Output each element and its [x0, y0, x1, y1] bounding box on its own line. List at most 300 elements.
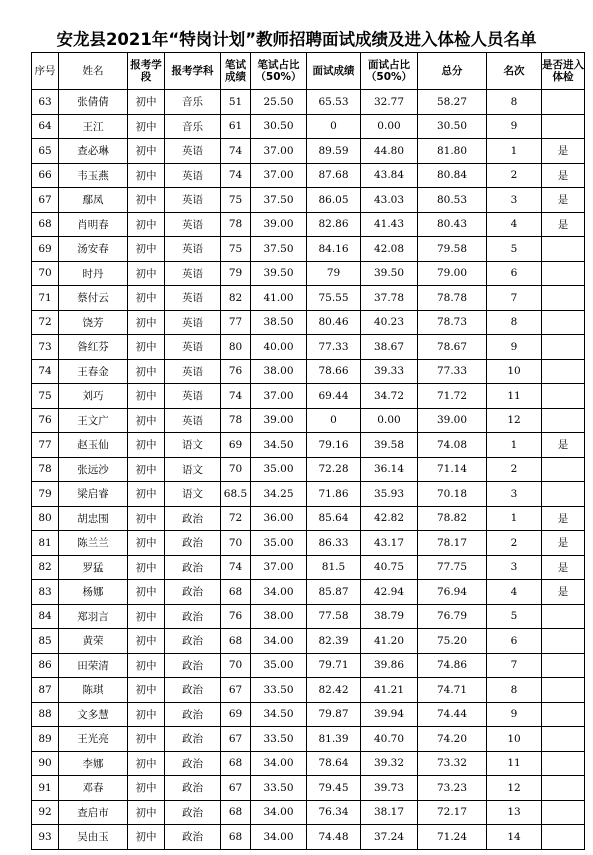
cell-medical-check [542, 653, 585, 678]
cell-medical-check [542, 800, 585, 825]
cell-medical-check [542, 114, 585, 139]
cell-rank: 10 [487, 727, 542, 752]
cell-stage: 初中 [128, 629, 165, 654]
cell-interview-ratio: 34.72 [361, 384, 418, 409]
cell-index: 72 [32, 310, 59, 335]
cell-name: 杨娜 [59, 580, 128, 605]
table-row [32, 825, 585, 850]
cell-interview-score: 82.42 [307, 678, 361, 703]
cell-stage: 初中 [128, 457, 165, 482]
cell-interview-ratio: 43.17 [361, 531, 418, 556]
cell-interview-score: 71.86 [307, 482, 361, 507]
cell-total: 30.50 [418, 114, 487, 139]
cell-index: 88 [32, 702, 59, 727]
cell-rank: 3 [487, 555, 542, 580]
cell-name: 鄢凤 [59, 188, 128, 213]
cell-interview-score: 80.46 [307, 310, 361, 335]
cell-stage: 初中 [128, 531, 165, 556]
cell-name: 王光亮 [59, 727, 128, 752]
cell-interview-score: 86.33 [307, 531, 361, 556]
cell-index: 83 [32, 580, 59, 605]
cell-index: 71 [32, 286, 59, 311]
cell-interview-ratio: 37.24 [361, 825, 418, 850]
cell-total: 75.20 [418, 629, 487, 654]
cell-written-ratio: 39.00 [251, 408, 307, 433]
table-row [32, 678, 585, 703]
cell-interview-score: 79.16 [307, 433, 361, 458]
cell-written-ratio: 34.00 [251, 629, 307, 654]
table-row [32, 653, 585, 678]
cell-subject: 政治 [165, 580, 221, 605]
cell-total: 72.17 [418, 800, 487, 825]
cell-written-ratio: 39.00 [251, 212, 307, 237]
cell-written-ratio: 37.50 [251, 237, 307, 262]
cell-subject: 英语 [165, 359, 221, 384]
cell-written-ratio: 36.00 [251, 506, 307, 531]
cell-index: 65 [32, 139, 59, 164]
cell-written-score: 78 [221, 212, 251, 237]
header-written-ratio: 笔试占比（50%） [251, 53, 307, 90]
table-row [32, 237, 585, 262]
cell-written-score: 68 [221, 751, 251, 776]
cell-interview-ratio: 35.93 [361, 482, 418, 507]
cell-subject: 英语 [165, 310, 221, 335]
cell-stage: 初中 [128, 580, 165, 605]
cell-medical-check [542, 751, 585, 776]
cell-subject: 政治 [165, 531, 221, 556]
cell-interview-ratio: 41.21 [361, 678, 418, 703]
cell-index: 67 [32, 188, 59, 213]
document-title: 安龙县2021年“特岗计划”教师招聘面试成绩及进入体检人员名单 [56, 30, 537, 49]
cell-subject: 英语 [165, 212, 221, 237]
cell-interview-score: 76.34 [307, 800, 361, 825]
cell-rank: 4 [487, 580, 542, 605]
cell-name: 王江 [59, 114, 128, 139]
cell-medical-check: 是 [542, 163, 585, 188]
cell-index: 84 [32, 604, 59, 629]
cell-index: 89 [32, 727, 59, 752]
cell-name: 饶芳 [59, 310, 128, 335]
cell-written-ratio: 38.00 [251, 359, 307, 384]
cell-interview-ratio: 39.33 [361, 359, 418, 384]
cell-written-ratio: 35.00 [251, 531, 307, 556]
cell-index: 81 [32, 531, 59, 556]
cell-total: 71.14 [418, 457, 487, 482]
cell-index: 91 [32, 776, 59, 801]
cell-rank: 6 [487, 629, 542, 654]
cell-interview-score: 86.05 [307, 188, 361, 213]
cell-total: 71.72 [418, 384, 487, 409]
table-row [32, 457, 585, 482]
table-row [32, 629, 585, 654]
cell-rank: 3 [487, 482, 542, 507]
cell-stage: 初中 [128, 702, 165, 727]
cell-written-ratio: 33.50 [251, 678, 307, 703]
cell-interview-score: 65.53 [307, 90, 361, 115]
table-row [32, 114, 585, 139]
cell-interview-score: 0 [307, 408, 361, 433]
cell-medical-check [542, 482, 585, 507]
table-row [32, 702, 585, 727]
cell-interview-ratio: 38.17 [361, 800, 418, 825]
cell-subject: 政治 [165, 629, 221, 654]
cell-written-score: 76 [221, 604, 251, 629]
table-row [32, 531, 585, 556]
table-row [32, 506, 585, 531]
cell-medical-check: 是 [542, 433, 585, 458]
cell-medical-check: 是 [542, 139, 585, 164]
cell-name: 邓春 [59, 776, 128, 801]
cell-name: 黄荣 [59, 629, 128, 654]
table-row [32, 555, 585, 580]
table-header-row [32, 53, 585, 90]
cell-total: 78.78 [418, 286, 487, 311]
cell-written-ratio: 34.00 [251, 825, 307, 850]
cell-rank: 9 [487, 335, 542, 360]
cell-rank: 5 [487, 237, 542, 262]
cell-written-ratio: 33.50 [251, 727, 307, 752]
header-medical-check: 是否进入体检 [542, 53, 585, 90]
table-row [32, 188, 585, 213]
table-row [32, 751, 585, 776]
cell-written-ratio: 34.00 [251, 580, 307, 605]
cell-interview-ratio: 41.20 [361, 629, 418, 654]
header-rank: 名次 [487, 53, 542, 90]
cell-written-score: 70 [221, 653, 251, 678]
cell-medical-check [542, 702, 585, 727]
cell-interview-score: 82.39 [307, 629, 361, 654]
cell-written-score: 72 [221, 506, 251, 531]
cell-written-score: 74 [221, 163, 251, 188]
cell-subject: 政治 [165, 751, 221, 776]
cell-medical-check [542, 727, 585, 752]
cell-subject: 政治 [165, 776, 221, 801]
cell-interview-score: 75.55 [307, 286, 361, 311]
cell-written-ratio: 40.00 [251, 335, 307, 360]
cell-name: 赵玉仙 [59, 433, 128, 458]
cell-stage: 初中 [128, 482, 165, 507]
cell-interview-score: 81.5 [307, 555, 361, 580]
cell-interview-ratio: 32.77 [361, 90, 418, 115]
table-row [32, 90, 585, 115]
cell-interview-score: 85.87 [307, 580, 361, 605]
cell-stage: 初中 [128, 604, 165, 629]
cell-written-score: 70 [221, 457, 251, 482]
cell-rank: 8 [487, 90, 542, 115]
cell-written-ratio: 37.00 [251, 139, 307, 164]
cell-total: 80.53 [418, 188, 487, 213]
cell-name: 胡忠围 [59, 506, 128, 531]
cell-rank: 2 [487, 457, 542, 482]
cell-written-score: 77 [221, 310, 251, 335]
table-row [32, 286, 585, 311]
cell-interview-ratio: 39.50 [361, 261, 418, 286]
cell-index: 64 [32, 114, 59, 139]
cell-medical-check [542, 408, 585, 433]
cell-total: 74.71 [418, 678, 487, 703]
cell-interview-ratio: 43.03 [361, 188, 418, 213]
table-row [32, 776, 585, 801]
table-row [32, 310, 585, 335]
cell-interview-score: 78.64 [307, 751, 361, 776]
cell-medical-check: 是 [542, 531, 585, 556]
cell-total: 76.79 [418, 604, 487, 629]
cell-rank: 9 [487, 702, 542, 727]
cell-rank: 11 [487, 751, 542, 776]
cell-interview-score: 87.68 [307, 163, 361, 188]
cell-medical-check: 是 [542, 506, 585, 531]
cell-interview-ratio: 42.94 [361, 580, 418, 605]
cell-stage: 初中 [128, 751, 165, 776]
cell-written-ratio: 33.50 [251, 776, 307, 801]
cell-index: 87 [32, 678, 59, 703]
cell-interview-ratio: 39.73 [361, 776, 418, 801]
cell-interview-ratio: 41.43 [361, 212, 418, 237]
cell-total: 74.20 [418, 727, 487, 752]
cell-rank: 8 [487, 310, 542, 335]
cell-medical-check [542, 90, 585, 115]
cell-index: 76 [32, 408, 59, 433]
cell-medical-check [542, 335, 585, 360]
cell-subject: 政治 [165, 604, 221, 629]
cell-interview-score: 82.86 [307, 212, 361, 237]
cell-name: 昝红芬 [59, 335, 128, 360]
cell-total: 73.32 [418, 751, 487, 776]
cell-name: 陈琪 [59, 678, 128, 703]
table-row [32, 408, 585, 433]
cell-stage: 初中 [128, 776, 165, 801]
cell-interview-ratio: 43.84 [361, 163, 418, 188]
cell-stage: 初中 [128, 163, 165, 188]
cell-written-score: 74 [221, 384, 251, 409]
table-row [32, 335, 585, 360]
cell-rank: 2 [487, 531, 542, 556]
cell-interview-score: 89.59 [307, 139, 361, 164]
cell-written-score: 82 [221, 286, 251, 311]
cell-stage: 初中 [128, 408, 165, 433]
cell-interview-score: 69.44 [307, 384, 361, 409]
cell-written-ratio: 39.50 [251, 261, 307, 286]
cell-subject: 音乐 [165, 90, 221, 115]
cell-interview-score: 79.45 [307, 776, 361, 801]
cell-written-score: 75 [221, 237, 251, 262]
cell-rank: 1 [487, 506, 542, 531]
cell-written-ratio: 37.00 [251, 555, 307, 580]
cell-written-ratio: 37.00 [251, 384, 307, 409]
cell-total: 77.75 [418, 555, 487, 580]
cell-total: 78.17 [418, 531, 487, 556]
table-row [32, 433, 585, 458]
cell-written-ratio: 38.00 [251, 604, 307, 629]
cell-written-ratio: 35.00 [251, 457, 307, 482]
cell-index: 85 [32, 629, 59, 654]
cell-name: 蔡付云 [59, 286, 128, 311]
cell-name: 查必琳 [59, 139, 128, 164]
cell-total: 39.00 [418, 408, 487, 433]
cell-written-score: 51 [221, 90, 251, 115]
cell-stage: 初中 [128, 139, 165, 164]
cell-rank: 12 [487, 408, 542, 433]
cell-name: 查启市 [59, 800, 128, 825]
cell-subject: 英语 [165, 286, 221, 311]
cell-written-score: 80 [221, 335, 251, 360]
cell-index: 82 [32, 555, 59, 580]
header-stage: 报考学段 [128, 53, 165, 90]
cell-interview-score: 85.64 [307, 506, 361, 531]
table-row [32, 212, 585, 237]
cell-interview-ratio: 0.00 [361, 114, 418, 139]
cell-written-score: 67 [221, 678, 251, 703]
cell-total: 78.67 [418, 335, 487, 360]
cell-name: 郑羽言 [59, 604, 128, 629]
cell-index: 77 [32, 433, 59, 458]
cell-subject: 英语 [165, 139, 221, 164]
cell-rank: 5 [487, 604, 542, 629]
cell-name: 吴由玉 [59, 825, 128, 850]
cell-medical-check: 是 [542, 555, 585, 580]
cell-total: 79.00 [418, 261, 487, 286]
cell-subject: 政治 [165, 506, 221, 531]
cell-index: 63 [32, 90, 59, 115]
cell-stage: 初中 [128, 653, 165, 678]
header-total: 总分 [418, 53, 487, 90]
cell-stage: 初中 [128, 555, 165, 580]
cell-name: 王文广 [59, 408, 128, 433]
cell-rank: 11 [487, 384, 542, 409]
cell-subject: 政治 [165, 727, 221, 752]
table-row [32, 800, 585, 825]
cell-written-score: 67 [221, 776, 251, 801]
cell-subject: 英语 [165, 384, 221, 409]
cell-subject: 语文 [165, 433, 221, 458]
cell-written-score: 74 [221, 555, 251, 580]
cell-medical-check [542, 310, 585, 335]
cell-total: 71.24 [418, 825, 487, 850]
cell-medical-check [542, 384, 585, 409]
cell-medical-check [542, 261, 585, 286]
cell-index: 74 [32, 359, 59, 384]
cell-stage: 初中 [128, 359, 165, 384]
cell-index: 80 [32, 506, 59, 531]
cell-interview-ratio: 39.58 [361, 433, 418, 458]
cell-subject: 英语 [165, 261, 221, 286]
cell-stage: 初中 [128, 384, 165, 409]
cell-medical-check [542, 825, 585, 850]
cell-interview-ratio: 40.75 [361, 555, 418, 580]
cell-name: 刘巧 [59, 384, 128, 409]
cell-written-ratio: 34.25 [251, 482, 307, 507]
cell-name: 罗猛 [59, 555, 128, 580]
cell-written-score: 79 [221, 261, 251, 286]
table-row [32, 384, 585, 409]
cell-written-ratio: 34.50 [251, 433, 307, 458]
cell-medical-check: 是 [542, 580, 585, 605]
cell-name: 田荣清 [59, 653, 128, 678]
cell-interview-score: 84.16 [307, 237, 361, 262]
cell-index: 93 [32, 825, 59, 850]
cell-written-ratio: 34.00 [251, 751, 307, 776]
cell-total: 78.82 [418, 506, 487, 531]
cell-subject: 政治 [165, 702, 221, 727]
cell-written-ratio: 37.00 [251, 163, 307, 188]
table-row [32, 139, 585, 164]
cell-index: 78 [32, 457, 59, 482]
cell-rank: 2 [487, 163, 542, 188]
cell-medical-check [542, 604, 585, 629]
cell-total: 73.23 [418, 776, 487, 801]
cell-interview-score: 0 [307, 114, 361, 139]
cell-interview-ratio: 38.79 [361, 604, 418, 629]
cell-total: 70.18 [418, 482, 487, 507]
cell-written-score: 76 [221, 359, 251, 384]
header-subject: 报考学科 [165, 53, 221, 90]
cell-stage: 初中 [128, 90, 165, 115]
cell-stage: 初中 [128, 506, 165, 531]
table-row [32, 727, 585, 752]
cell-rank: 4 [487, 212, 542, 237]
cell-interview-ratio: 40.23 [361, 310, 418, 335]
header-written-score: 笔试成绩 [221, 53, 251, 90]
cell-name: 肖明春 [59, 212, 128, 237]
cell-medical-check [542, 678, 585, 703]
cell-interview-ratio: 0.00 [361, 408, 418, 433]
cell-interview-score: 77.58 [307, 604, 361, 629]
cell-written-score: 68.5 [221, 482, 251, 507]
cell-written-score: 67 [221, 727, 251, 752]
cell-total: 79.58 [418, 237, 487, 262]
cell-stage: 初中 [128, 286, 165, 311]
cell-written-score: 69 [221, 702, 251, 727]
cell-stage: 初中 [128, 825, 165, 850]
cell-interview-score: 79.87 [307, 702, 361, 727]
cell-total: 76.94 [418, 580, 487, 605]
cell-stage: 初中 [128, 212, 165, 237]
cell-stage: 初中 [128, 800, 165, 825]
cell-interview-ratio: 42.08 [361, 237, 418, 262]
cell-index: 68 [32, 212, 59, 237]
cell-medical-check [542, 457, 585, 482]
header-name: 姓名 [59, 53, 128, 90]
cell-interview-score: 77.33 [307, 335, 361, 360]
cell-written-score: 68 [221, 825, 251, 850]
cell-index: 70 [32, 261, 59, 286]
cell-name: 王春金 [59, 359, 128, 384]
cell-total: 58.27 [418, 90, 487, 115]
cell-medical-check: 是 [542, 188, 585, 213]
cell-written-score: 70 [221, 531, 251, 556]
cell-subject: 语文 [165, 482, 221, 507]
cell-stage: 初中 [128, 237, 165, 262]
cell-written-ratio: 34.50 [251, 702, 307, 727]
cell-rank: 13 [487, 800, 542, 825]
table-row [32, 359, 585, 384]
cell-subject: 英语 [165, 335, 221, 360]
table-row [32, 261, 585, 286]
cell-index: 86 [32, 653, 59, 678]
cell-stage: 初中 [128, 678, 165, 703]
cell-interview-score: 72.28 [307, 457, 361, 482]
cell-total: 80.43 [418, 212, 487, 237]
cell-rank: 12 [487, 776, 542, 801]
cell-index: 73 [32, 335, 59, 360]
cell-written-score: 75 [221, 188, 251, 213]
cell-written-score: 78 [221, 408, 251, 433]
cell-index: 79 [32, 482, 59, 507]
cell-stage: 初中 [128, 188, 165, 213]
cell-index: 69 [32, 237, 59, 262]
cell-written-score: 69 [221, 433, 251, 458]
cell-subject: 政治 [165, 555, 221, 580]
